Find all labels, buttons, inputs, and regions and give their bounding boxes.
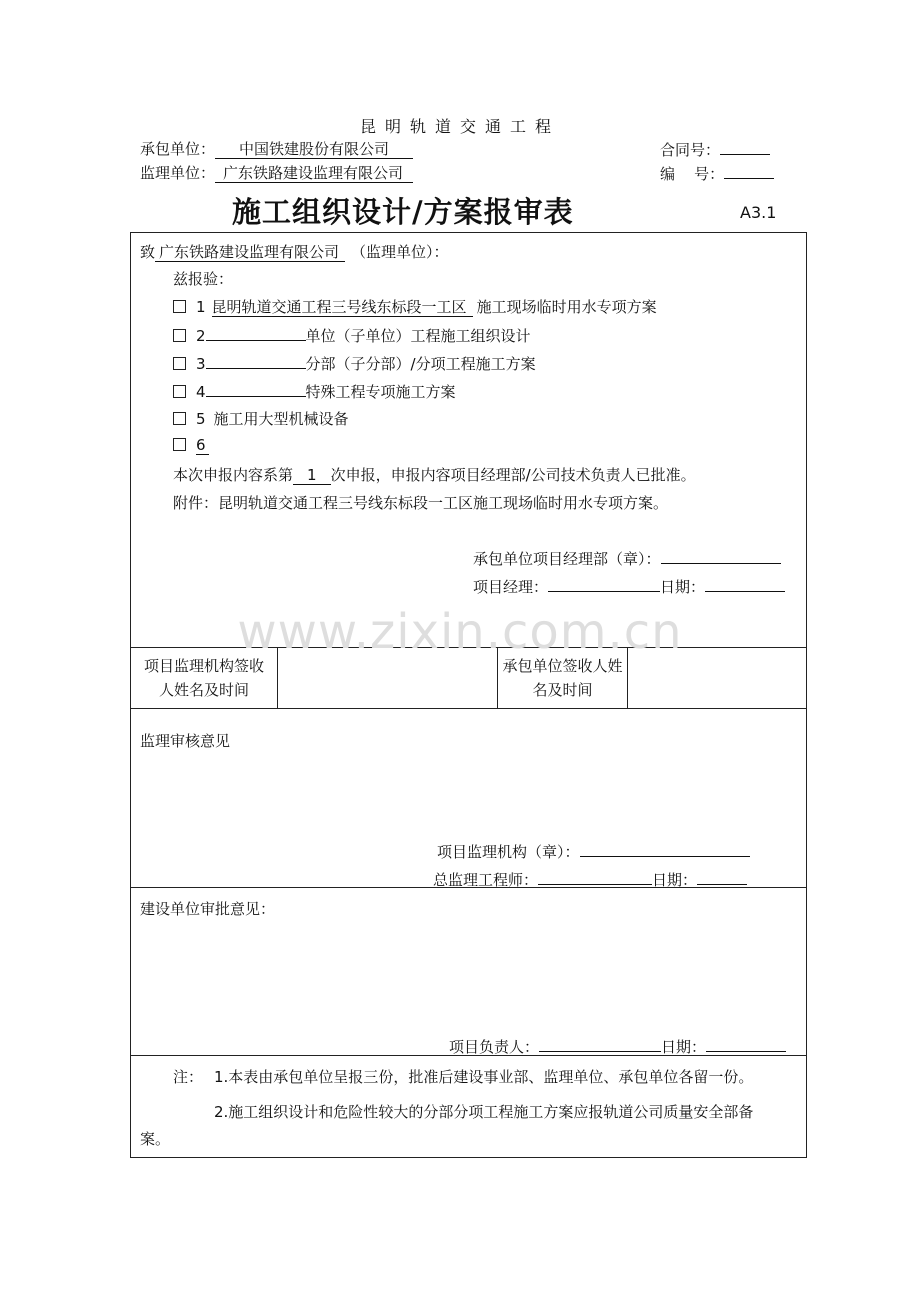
serial-no-label: 编 号： bbox=[660, 165, 725, 183]
declaration-line bbox=[173, 464, 696, 485]
declaration-prefix: 本次申报内容系第 bbox=[173, 466, 294, 484]
review-opinion-area[interactable] bbox=[140, 756, 800, 826]
item-number: 6 bbox=[196, 436, 209, 455]
approval-heading: 建设单位审批意见： bbox=[140, 900, 276, 918]
supervisor-sign-label: 项目监理机构签收人姓名及时间 bbox=[143, 657, 264, 699]
contract-no-row bbox=[660, 138, 770, 160]
pm-label: 项目经理： bbox=[473, 578, 549, 596]
watermark-text: www.zixin.com.cn bbox=[237, 604, 683, 660]
checklist-item[interactable] bbox=[173, 324, 531, 346]
engineer-label: 总监理工程师： bbox=[433, 871, 539, 889]
item-label: 单位（子单位）工程施工组织设计 bbox=[305, 327, 531, 345]
checkbox[interactable] bbox=[173, 300, 186, 313]
contractor-value[interactable]: 中国铁建股份有限公司 bbox=[215, 140, 413, 159]
item-number: 4 bbox=[196, 383, 206, 401]
contractor-sign-label: 承包单位签收人姓名及时间 bbox=[502, 657, 623, 699]
checklist-item[interactable] bbox=[173, 408, 349, 429]
leader-signature-field[interactable] bbox=[539, 1035, 661, 1052]
note-2-line-1: 2.施工组织设计和危险性较大的分部分项工程施工方案应报轨道公司质量安全部备 bbox=[214, 1103, 754, 1121]
item-number: 3 bbox=[196, 355, 206, 373]
checklist-item[interactable] bbox=[173, 296, 657, 317]
item-number: 5 bbox=[196, 410, 206, 428]
checkbox[interactable] bbox=[173, 412, 186, 425]
item-project-name: 昆明轨道交通工程三号线东标段一工区 bbox=[212, 298, 473, 317]
attachment-line: 附件：昆明轨道交通工程三号线东标段一工区施工现场临时用水专项方案。 bbox=[173, 494, 669, 512]
addressee-value[interactable]: 广东铁路建设监理有限公司 bbox=[155, 243, 345, 262]
contractor-row bbox=[140, 138, 413, 159]
contract-no-label: 合同号： bbox=[660, 141, 721, 159]
checkbox[interactable] bbox=[173, 357, 186, 370]
checklist-item[interactable] bbox=[173, 352, 536, 374]
supervisor-row bbox=[140, 162, 413, 183]
addressee-prefix: 致 bbox=[140, 243, 156, 261]
date-field[interactable] bbox=[706, 1035, 786, 1052]
contractor-dept-seal-row bbox=[473, 547, 781, 569]
submission-intro: 兹报验： bbox=[173, 270, 234, 288]
contractor-sign-field[interactable] bbox=[630, 650, 804, 705]
chief-engineer-row bbox=[433, 868, 747, 890]
checkbox[interactable] bbox=[173, 385, 186, 398]
serial-no-field[interactable] bbox=[724, 162, 774, 179]
addressee-line bbox=[140, 241, 449, 262]
form-code: A3.1 bbox=[740, 203, 777, 222]
item-blank[interactable] bbox=[206, 380, 306, 397]
contractor-label: 承包单位： bbox=[140, 140, 216, 158]
note-2-line-2: 案。 bbox=[140, 1130, 171, 1148]
declaration-count[interactable]: 1 bbox=[293, 466, 331, 485]
date-label: 日期： bbox=[660, 578, 706, 596]
supervisor-sign-field[interactable] bbox=[280, 650, 494, 705]
review-heading: 监理审核意见 bbox=[140, 732, 231, 750]
dept-seal-field[interactable] bbox=[661, 547, 781, 564]
approval-opinion-area[interactable] bbox=[140, 924, 800, 1024]
org-seal-label: 项目监理机构（章）： bbox=[437, 843, 580, 861]
checkbox[interactable] bbox=[173, 438, 186, 451]
project-manager-row bbox=[473, 575, 785, 597]
checkbox[interactable] bbox=[173, 329, 186, 342]
notes-label: 注： bbox=[173, 1068, 204, 1086]
item-blank[interactable] bbox=[206, 352, 306, 369]
supervision-org-seal-row bbox=[437, 840, 750, 862]
date-label: 日期： bbox=[661, 1038, 707, 1056]
checklist-item[interactable] bbox=[173, 436, 209, 455]
date-field[interactable] bbox=[697, 868, 747, 885]
pm-signature-field[interactable] bbox=[548, 575, 660, 592]
item-label: 施工现场临时用水专项方案 bbox=[476, 298, 657, 316]
form-title: 施工组织设计/方案报审表 bbox=[232, 195, 574, 229]
declaration-suffix: 次申报，申报内容项目经理部/公司技术负责人已批准。 bbox=[330, 466, 696, 484]
row-divider bbox=[130, 708, 807, 709]
date-label: 日期： bbox=[652, 871, 698, 889]
supervisor-label: 监理单位： bbox=[140, 164, 216, 182]
dept-seal-label: 承包单位项目经理部（章）： bbox=[473, 550, 661, 568]
checklist-item[interactable] bbox=[173, 380, 456, 402]
item-label: 分部（子分部）/分项工程施工方案 bbox=[305, 355, 536, 373]
project-title: 昆明轨道交通工程 bbox=[359, 117, 560, 136]
item-number: 2 bbox=[196, 327, 206, 345]
project-leader-row bbox=[449, 1035, 786, 1057]
item-label: 施工用大型机械设备 bbox=[213, 410, 349, 428]
org-seal-field[interactable] bbox=[580, 840, 750, 857]
serial-no-row bbox=[660, 162, 774, 184]
item-number: 1 bbox=[196, 298, 206, 316]
engineer-signature-field[interactable] bbox=[538, 868, 652, 885]
supervisor-value[interactable]: 广东铁路建设监理有限公司 bbox=[215, 164, 413, 183]
contract-no-field[interactable] bbox=[720, 138, 770, 155]
item-label: 特殊工程专项施工方案 bbox=[305, 383, 456, 401]
item-blank[interactable] bbox=[206, 324, 306, 341]
addressee-suffix: （监理单位）： bbox=[351, 243, 449, 261]
date-field[interactable] bbox=[705, 575, 785, 592]
note-1: 1.本表由承包单位呈报三份，批准后建设事业部、监理单位、承包单位各留一份。 bbox=[214, 1068, 754, 1086]
leader-label: 项目负责人： bbox=[449, 1038, 540, 1056]
